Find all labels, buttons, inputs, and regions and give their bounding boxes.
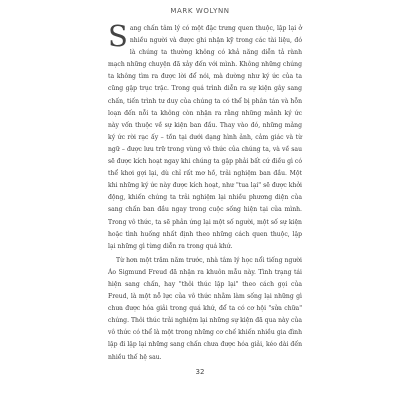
paragraph-2 (108, 255, 302, 364)
page-number: 32 (195, 368, 205, 376)
paragraph-1 (108, 19, 302, 253)
running-head-author: MARK WOLYNN (170, 7, 230, 15)
page-body (108, 19, 302, 364)
paragraph-1-text: ang chấn tâm lý có một đặc trưng quen thuộc, lặp lại ở nhiều người và được ghi nhận kỹ trong các tài liệu, đó là chúng ta thường không có khả năng diễn tả rành mạch những chuyện đã xảy đến với mình. Không những chúng ta không tìm ra được lời để nói, mà dường như ký ức của ta cũng gặp trục trặc. Trong quá trình diễn ra sự kiện gây sang chấn, tiến trình tư duy của chúng ta có thể bị phân tán và hỗn loạn đến nỗi ta không còn nhận ra rằng những mảnh ký ức này vốn thuộc về sự kiện ban đầu. Thay vào đó, những mảng ký ức rời rạc ấy – tồn tại dưới dạng hình ảnh, cảm giác và từ ngữ – được lưu trữ trong vùng vô thức của chúng ta, và về sau sẽ được kích hoạt ngay khi chúng ta gặp phải bất cứ điều gì có thể khơi gợi lại, dù chỉ rất mơ hồ, trải nghiệm ban đầu. Một khi những ký ức này được kích hoạt, như "tua lại" sẽ được khởi động, khiến chúng ta trải nghiệm lại nhiều phương diện của sang chấn ban đầu ngay trong cuộc sống hiện tại của mình. Trong vô thức, ta sẽ phản ứng lại một số người, một số sự kiện hoặc tình huống nhất định theo những cách quen thuộc, lặp lại những gì từng diễn ra trong quá khứ. (108, 25, 302, 250)
drop-cap: S (108, 19, 128, 53)
paragraph-2-text: Từ hơn một trăm năm trước, nhà tâm lý học nổi tiếng người Áo Sigmund Freud đã nhận ra khuôn mẫu này. Tình trạng tái hiện sang chấn, hay "thôi thúc lặp lại" theo cách gọi của Freud, là một nỗ lực của vô thức nhằm làm sống lại những gì chưa được hóa giải trong quá khứ, để ta có cơ hội "sửa chữa" chúng. Thôi thúc trải nghiệm lại những sự kiện đã qua này của vô thức có thể là một trong những cơ chế khiến nhiều gia đình lặp đi lặp lại những sang chấn chưa được hóa giải, kéo dài đến nhiều thế hệ sau. (108, 256, 302, 361)
